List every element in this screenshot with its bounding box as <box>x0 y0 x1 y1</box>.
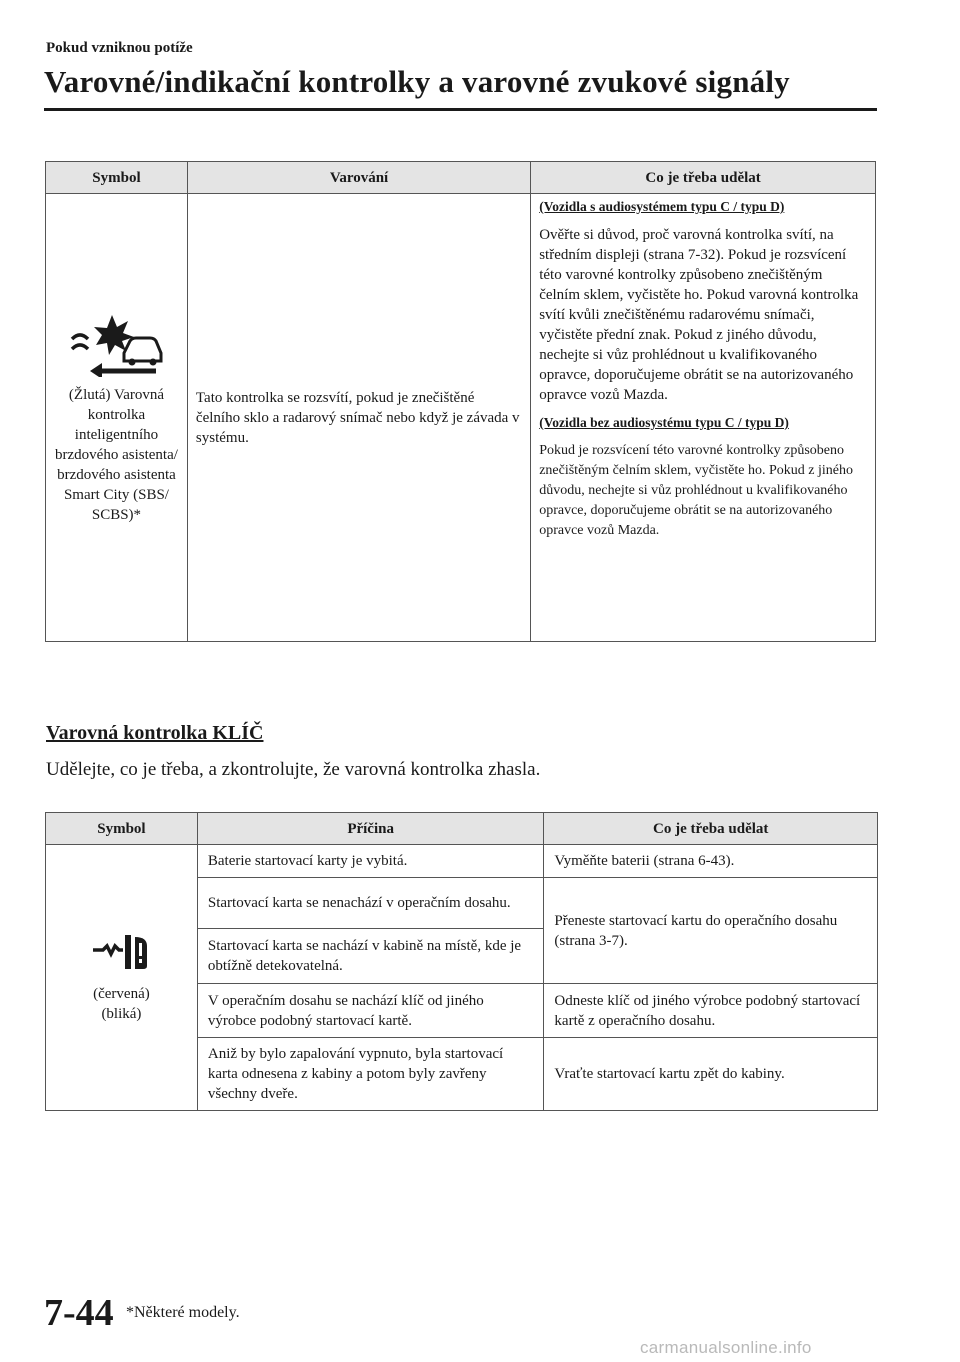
warning-text: Tato kontrolka se rozsvítí, pokud je znečištěné čelního sklo a radarový snímač nebo když je závada v systému. <box>187 194 530 642</box>
title-rule <box>44 108 877 111</box>
condition-heading: (Vozidla s audiosystémem typu C / typu D) <box>539 199 785 214</box>
column-header-symbol: Symbol <box>46 162 188 194</box>
warning-table-brake-assist <box>45 161 876 642</box>
column-header-symbol: Symbol <box>46 813 198 845</box>
action-text: Ověřte si důvod, proč varovná kontrolka svítí, na středním displeji (strana 7-32). Pokud je rozsvícení této varovné kontrolky způsobeno znečištěným čelním sklem, vyčistěte ho. Pokud varovná kontrolka svítí kvůli znečištěnému radarovému snímači, vyčistěte přední znak. Pokud z jiného důvodu, nechejte si vůz prohlédnout u kvalifikovaného opravce, doporučujeme obrátit se na autorizovaného opravce vozů Mazda. <box>539 227 859 403</box>
action-text: Pokud je rozsvícení této varovné kontrolky způsobeno znečištěným čelním sklem, vyčistěte ho. Pokud z jiného důvodu, nechejte si vůz prohlédnout u kvalifikovaného opravce, doporučujeme obrátit se na autorizovaného opravce vozů Mazda. <box>539 443 853 538</box>
symbol-caption: (Žlutá) Varovná kontrolka inteligentního brzdového asistenta/ brzdového asistenta Smart City (SBS/ SCBS)* <box>55 386 178 523</box>
section-heading: Varovná kontrolka KLÍČ <box>46 722 264 744</box>
table-row <box>46 845 878 878</box>
symbol-cell <box>46 845 198 1111</box>
watermark: carmanualsonline.info <box>640 1338 812 1357</box>
action-cell: Přeneste startovací kartu do operačního dosahu (strana 3-7). <box>544 878 878 984</box>
symbol-caption: (bliká) <box>101 1005 142 1022</box>
warning-table-key <box>45 812 878 1111</box>
brake-assist-warning-icon <box>54 311 179 377</box>
action-cell: Vraťte startovací kartu zpět do kabiny. <box>544 1038 878 1111</box>
table-row <box>46 194 876 642</box>
action-cell: Vyměňte baterii (strana 6-43). <box>544 845 878 878</box>
section-label: Pokud vzniknou potíže <box>46 40 193 56</box>
cause-cell: Aniž by bylo zapalování vypnuto, byla startovací karta odnesena z kabiny a potom byly zavřeny všechny dveře. <box>197 1038 544 1111</box>
page-number: 7-44 <box>44 1292 114 1334</box>
cause-cell: Startovací karta se nachází v kabině na místě, kde je obtížně detekovatelná. <box>197 929 544 984</box>
footnote: *Některé modely. <box>126 1304 240 1321</box>
column-header-action: Co je třeba udělat <box>531 162 876 194</box>
page-title: Varovné/indikační kontrolky a varovné zvukové signály <box>44 64 790 99</box>
condition-heading: (Vozidla bez audiosystému typu C / typu D) <box>539 415 789 430</box>
column-header-action: Co je třeba udělat <box>544 813 878 845</box>
table-header-row <box>46 813 878 845</box>
column-header-cause: Příčina <box>197 813 544 845</box>
symbol-caption: (červená) <box>93 985 150 1002</box>
action-cell: Odneste klíč od jiného výrobce podobný startovací kartě z operačního dosahu. <box>544 984 878 1038</box>
symbol-cell <box>46 194 188 642</box>
cause-cell: Baterie startovací karty je vybitá. <box>197 845 544 878</box>
cause-cell: V operačním dosahu se nachází klíč od jiného výrobce podobný startovací kartě. <box>197 984 544 1038</box>
key-warning-icon <box>50 932 193 972</box>
cause-cell: Startovací karta se nenachází v operačním dosahu. <box>197 878 544 929</box>
section-intro: Udělejte, co je třeba, a zkontrolujte, že varovná kontrolka zhasla. <box>46 759 541 780</box>
column-header-warning: Varování <box>187 162 530 194</box>
table-header-row <box>46 162 876 194</box>
action-cell <box>531 194 876 642</box>
